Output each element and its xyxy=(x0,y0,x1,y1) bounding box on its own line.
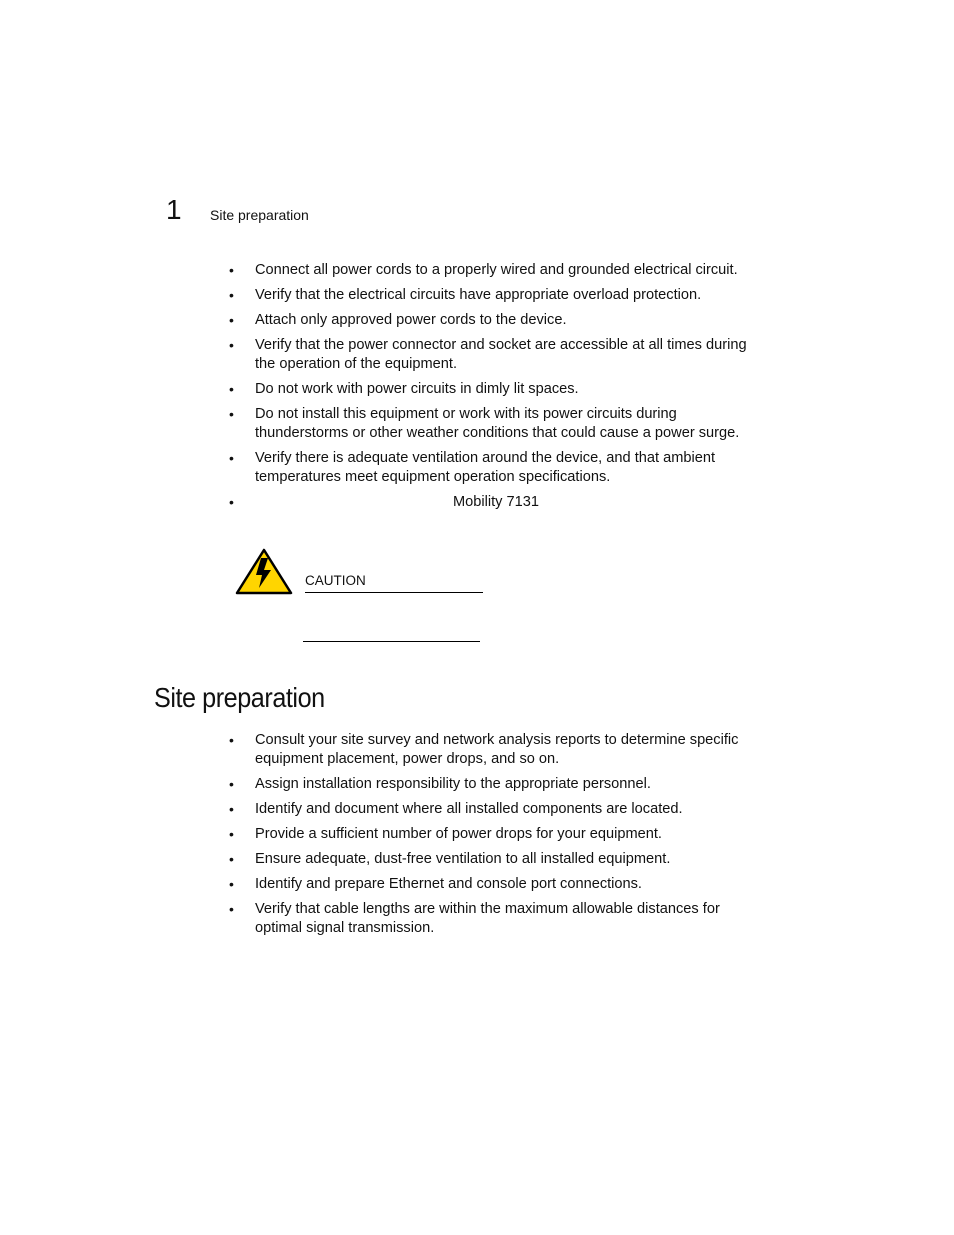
bullet-icon: • xyxy=(229,287,234,303)
list-item: • Assign installation responsibility to the appropriate personnel. xyxy=(229,776,651,792)
bullet-icon: • xyxy=(229,801,234,817)
list-item: • Verify that the electrical circuits have appropriate overload protection. xyxy=(229,287,702,303)
list-item: • Connect all power cords to a properly wired and grounded electrical circuit. xyxy=(229,262,738,278)
bullet-icon: • xyxy=(229,337,234,353)
chapter-number: 1 xyxy=(166,194,182,225)
power-safety-list xyxy=(229,261,769,518)
bullet-icon: • xyxy=(229,262,234,278)
list-item xyxy=(229,493,769,512)
list-item: • Do not install this equipment or work with its power circuits during thunderstorms or other weather conditions that could cause a power surge. xyxy=(229,406,740,441)
bullet-icon: • xyxy=(229,450,234,466)
caution-rule-top xyxy=(305,592,483,593)
bullet-icon: • xyxy=(229,851,234,867)
caution-label: CAUTION xyxy=(305,573,366,588)
list-item: • Verify that cable lengths are within the maximum allowable distances for optimal signal transmission. xyxy=(229,901,720,936)
section-title: Site preparation xyxy=(154,682,325,713)
list-item: • Attach only approved power cords to the device. xyxy=(229,312,567,328)
list-item: • Identify and prepare Ethernet and console port connections. xyxy=(229,876,642,892)
bullet-icon: • xyxy=(229,381,234,397)
list-item: • Verify that the power connector and socket are accessible at all times during the operation of the equipment. xyxy=(229,337,747,372)
list-item: • Ensure adequate, dust-free ventilation to all installed equipment. xyxy=(229,851,671,867)
bullet-icon: • xyxy=(229,776,234,792)
bullet-icon: • xyxy=(229,826,234,842)
site-preparation-list xyxy=(229,731,769,944)
list-item: • Identify and document where all installed components are located. xyxy=(229,801,683,817)
bullet-icon: • xyxy=(229,876,234,892)
running-header-title: Site preparation xyxy=(210,207,309,223)
bullet-icon: • xyxy=(229,901,234,917)
list-item: • Provide a sufficient number of power drops for your equipment. xyxy=(229,826,662,842)
mobility-model-text: Mobility 7131 xyxy=(453,494,539,510)
list-item: • Verify there is adequate ventilation around the device, and that ambient temperatures meet equipment operation specifications. xyxy=(229,450,716,485)
bullet-icon: • xyxy=(229,312,234,328)
caution-rule-bottom xyxy=(303,641,480,642)
list-item: • Do not work with power circuits in dimly lit spaces. xyxy=(229,381,579,397)
high-voltage-warning-icon xyxy=(235,548,293,595)
bullet-icon: • xyxy=(229,732,234,748)
list-item: • Consult your site survey and network analysis reports to determine specific equipment placement, power drops, and so on. xyxy=(229,732,739,767)
bullet-icon: • xyxy=(229,406,234,422)
bullet-icon: • xyxy=(229,494,234,510)
